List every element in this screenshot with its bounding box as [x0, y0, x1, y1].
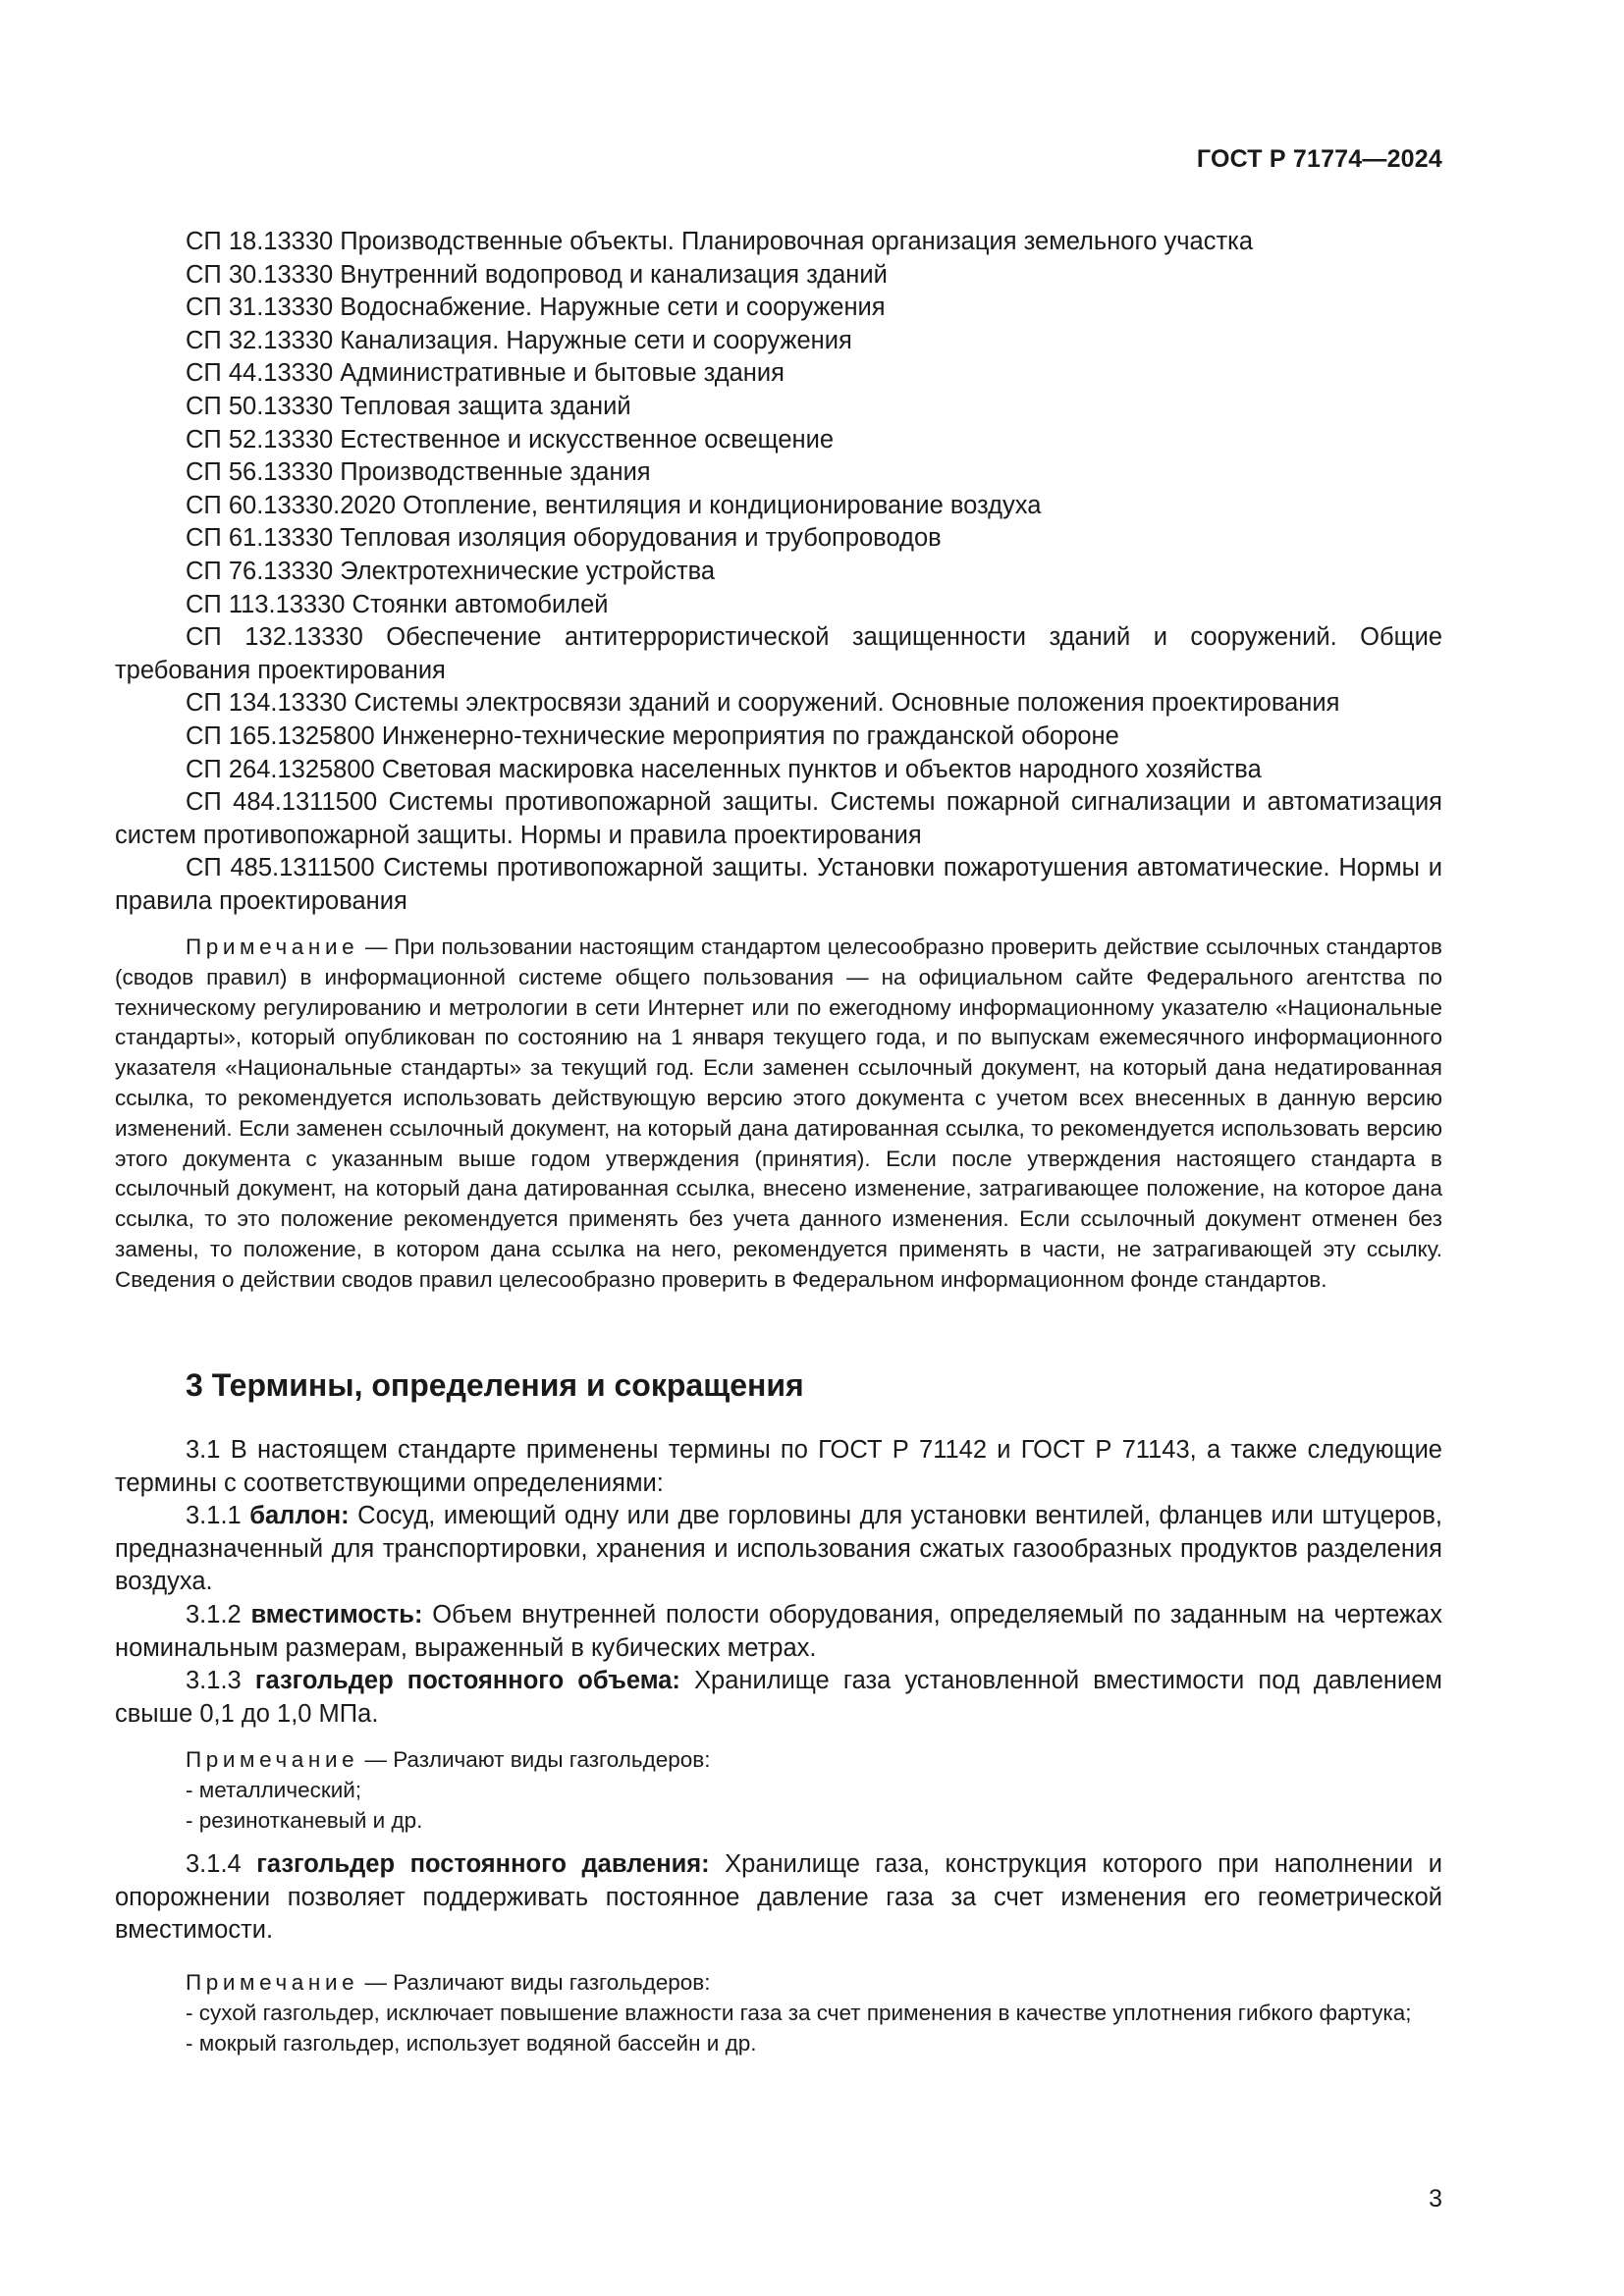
reference-item: СП 165.1325800 Инженерно-технические мероприятия по гражданской обороне — [186, 721, 1119, 750]
reference-item: СП 50.13330 Тепловая защита зданий — [186, 392, 631, 420]
term-number: 3.1.4 — [186, 1850, 257, 1878]
reference-item: СП 484.1311500 Системы противопожарной защиты. Системы пожарной сигнализации и автоматизация систем противопожарной защиты. Нормы и правила проектирования — [115, 788, 1442, 849]
note-label: Примечание — [186, 934, 359, 959]
clause-3-1: 3.1 В настоящем стандарте применены термины по ГОСТ Р 71142 и ГОСТ Р 71143, а также следующие термины с соответствующими определениями: — [115, 1436, 1442, 1497]
reference-item: СП 134.13330 Системы электросвязи зданий и сооружений. Основные положения проектирования — [186, 689, 1340, 718]
note-text: — Различают виды газгольдеров: — [358, 1970, 711, 1995]
reference-item: СП 44.13330 Административные и бытовые здания — [186, 359, 785, 388]
reference-item: СП 61.13330 Тепловая изоляция оборудования и трубопроводов — [186, 524, 942, 553]
reference-item: СП 485.1311500 Системы противопожарной защиты. Установки пожаротушения автоматические. Нормы и правила проектирования — [115, 854, 1442, 915]
note-3-1-3 — [115, 1745, 1442, 1836]
term-number: 3.1.3 — [186, 1667, 255, 1695]
term-name: газгольдер постоянного объема: — [254, 1667, 680, 1695]
term-name: баллон: — [249, 1502, 350, 1530]
terms-block-1 — [115, 1434, 1442, 1731]
note-paragraph — [115, 933, 1442, 1296]
references-note — [115, 933, 1442, 1296]
note-text: — Различают виды газгольдеров: — [358, 1747, 711, 1772]
term-name: вместимость: — [250, 1600, 423, 1629]
term-number: 3.1.2 — [186, 1600, 251, 1629]
note-list-item: - мокрый газгольдер, использует водяной бассейн и др. — [186, 2030, 757, 2056]
term-definition: Сосуд, имеющий одну или две горловины для установки вентилей, фланцев или штуцеров, предназначенный для транспортировки, хранения и использования сжатых газообразных продуктов разделения воздуха. — [115, 1502, 1442, 1596]
reference-item: СП 30.13330 Внутренний водопровод и канализация зданий — [186, 260, 888, 289]
term-3-1-4 — [115, 1848, 1442, 1948]
term-definition: Объем внутренней полости оборудования, определяемый по заданным на чертежах номинальным размерам, выраженный в кубических метрах. — [115, 1600, 1442, 1662]
reference-item: СП 18.13330 Производственные объекты. Планировочная организация земельного участка — [186, 228, 1254, 255]
terms-block-2 — [115, 1848, 1442, 1948]
note-list-item: - резинотканевый и др. — [186, 1807, 423, 1833]
normative-references-list — [115, 226, 1442, 918]
term-name: газгольдер постоянного давления: — [256, 1850, 710, 1878]
note-label: Примечание — [186, 1970, 359, 1995]
reference-item: СП 76.13330 Электротехнические устройства — [186, 557, 716, 585]
term-3-1-1 — [115, 1500, 1442, 1599]
term-3-1-3 — [115, 1665, 1442, 1731]
reference-item: СП 264.1325800 Световая маскировка населенных пунктов и объектов народного хозяйства — [186, 755, 1262, 783]
document-code: ГОСТ Р 71774—2024 — [1196, 145, 1442, 173]
reference-item: СП 132.13330 Обеспечение антитеррористической защищенности зданий и сооружений. Общие требования проектирования — [115, 623, 1442, 684]
section-title: 3 Термины, определения и сокращения — [186, 1367, 804, 1403]
reference-item: СП 113.13330 Стоянки автомобилей — [186, 590, 609, 618]
note-paragraph — [115, 1745, 1442, 1776]
term-3-1-2 — [115, 1599, 1442, 1665]
reference-item: СП 60.13330.2020 Отопление, вентиляция и кондиционирование воздуха — [186, 491, 1042, 519]
term-definition: Хранилище газа установленной вместимости под давлением свыше 0,1 до 1,0 МПа. — [115, 1667, 1442, 1728]
reference-item: СП 56.13330 Производственные здания — [186, 458, 651, 487]
note-list-item: - сухой газгольдер, исключает повышение влажности газа за счет применения в качестве уплотнения гибкого фартука; — [186, 2000, 1412, 2025]
note-text: — При пользовании настоящим стандартом целесообразно проверить действие ссылочных стандартов (сводов правил) в информационной системе общего пользования — на официальном сайте Федерального агентства по техническому регулированию и метрологии в сети Интернет или по ежегодному информационному указателю «Национальные стандарты», который опубликован по состоянию на 1 января текущего года, и по выпускам ежемесячного информационного указателя «Национальные стандарты» за текущий год. Если заменен ссылочный документ, на который дана недатированная ссылка, то рекомендуется использовать действующую версию этого документа с учетом всех внесенных в данную версию изменений. Если заменен ссылочный документ, на который дана датированная ссылка, то рекомендуется использовать версию этого документа с указанным выше годом утверждения (принятия). Если после утверждения настоящего стандарта в ссылочный документ, на который дана датированная ссылка, внесено изменение, затрагивающее положение, на которое дана ссылка, то это положение рекомендуется применять без учета данного изменения. Если ссылочный документ отменен без замены, то положение, в котором дана ссылка на него, рекомендуется применять в части, не затрагивающей эту ссылку. Сведения о действии сводов правил целесообразно проверить в Федеральном информационном фонде стандартов. — [115, 934, 1442, 1292]
document-page — [115, 0, 1442, 2296]
page-number: 3 — [1429, 2185, 1442, 2213]
note-list-item: - металлический; — [186, 1777, 362, 1802]
reference-item: СП 32.13330 Канализация. Наружные сети и сооружения — [186, 326, 852, 354]
note-3-1-4 — [115, 1968, 1442, 2058]
reference-item: СП 31.13330 Водоснабжение. Наружные сети и сооружения — [186, 294, 886, 322]
term-number: 3.1.1 — [186, 1502, 250, 1530]
term-definition: Хранилище газа, конструкция которого при наполнении и опорожнении позволяет поддерживать постоянное давление газа за счет изменения его геометрической вместимости. — [115, 1850, 1442, 1945]
note-label: Примечание — [186, 1747, 359, 1772]
note-paragraph — [115, 1968, 1442, 1999]
reference-item: СП 52.13330 Естественное и искусственное освещение — [186, 425, 835, 454]
